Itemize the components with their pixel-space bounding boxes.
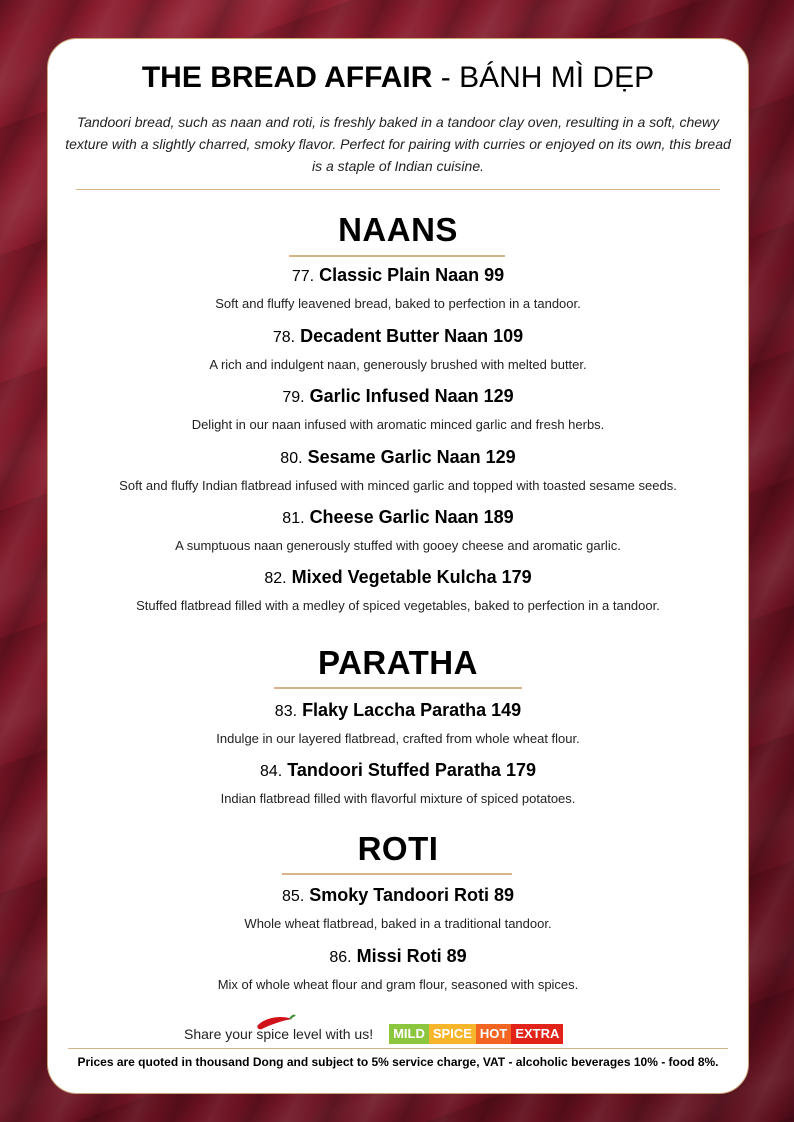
menu-item-name: 80. Sesame Garlic Naan 129: [280, 447, 516, 467]
spice-level-hot: HOT: [476, 1024, 511, 1044]
page-title: [48, 61, 748, 95]
spice-level-scale: [389, 1024, 563, 1044]
menu-item-name: 85. Smoky Tandoori Roti 89: [282, 885, 514, 905]
section-title-naans: NAANS: [338, 211, 458, 248]
spice-prompt: Share your spice level with us!: [184, 1026, 374, 1042]
menu-item-desc: A sumptuous naan generously stuffed with gooey cheese and aromatic garlic.: [175, 538, 621, 553]
section-title-paratha: PARATHA: [318, 644, 478, 681]
divider: [68, 1048, 728, 1049]
menu-item-desc: Indulge in our layered flatbread, crafted from whole wheat flour.: [216, 731, 580, 746]
menu-item-name: 82. Mixed Vegetable Kulcha 179: [264, 567, 532, 587]
spice-level-mild: MILD: [389, 1024, 429, 1044]
section-underline: [274, 687, 522, 689]
section-underline: [289, 255, 505, 257]
spice-level-row: [184, 1023, 563, 1045]
menu-item-name: 83. Flaky Laccha Paratha 149: [274, 700, 522, 720]
section-underline: [282, 873, 512, 875]
menu-item-name: 77. Classic Plain Naan 99: [291, 265, 505, 285]
menu-panel: [47, 38, 749, 1094]
menu-item-desc: Soft and fluffy leavened bread, baked to perfection in a tandoor.: [215, 296, 581, 311]
price-note: Prices are quoted in thousand Dong and subject to 5% service charge, VAT - alcoholic beverages 10% - food 8%.: [77, 1055, 719, 1069]
page-title-main: THE BREAD AFFAIR: [141, 61, 433, 94]
spice-level-extra: EXTRA: [511, 1024, 563, 1044]
menu-item-desc: Indian flatbread filled with flavorful mixture of spiced potatoes.: [220, 791, 576, 806]
menu-item-name: 84. Tandoori Stuffed Paratha 179: [260, 760, 536, 780]
section-title-roti: ROTI: [357, 830, 439, 867]
menu-item-desc: Stuffed flatbread filled with a medley of spiced vegetables, baked to perfection in a tandoor.: [136, 598, 660, 613]
intro-text: Tandoori bread, such as naan and roti, is freshly baked in a tandoor clay oven, resulting in a soft, chewy texture with a slightly charred, smoky flavor. Perfect for pairing with curries or enjoyed on its own, this bread is a staple of Indian cuisine.: [65, 114, 731, 174]
chili-pepper-icon: [252, 1011, 296, 1035]
menu-item-desc: Delight in our naan infused with aromatic minced garlic and fresh herbs.: [191, 417, 605, 432]
divider: [76, 189, 720, 190]
menu-item-desc: Soft and fluffy Indian flatbread infused with minced garlic and topped with toasted sesame seeds.: [119, 478, 677, 493]
spice-level-spice: SPICE: [429, 1024, 476, 1044]
menu-item-desc: Whole wheat flatbread, baked in a traditional tandoor.: [244, 916, 552, 931]
menu-item-desc: Mix of whole wheat flour and gram flour, seasoned with spices.: [217, 977, 579, 992]
menu-item-desc: A rich and indulgent naan, generously brushed with melted butter.: [209, 357, 587, 372]
menu-item-name: 86. Missi Roti 89: [329, 946, 467, 966]
page-title-sub: - BÁNH MÌ DẸP: [432, 61, 655, 94]
menu-item-name: 78. Decadent Butter Naan 109: [272, 326, 524, 346]
menu-item-name: 79. Garlic Infused Naan 129: [282, 386, 514, 406]
menu-item-name: 81. Cheese Garlic Naan 189: [282, 507, 514, 527]
